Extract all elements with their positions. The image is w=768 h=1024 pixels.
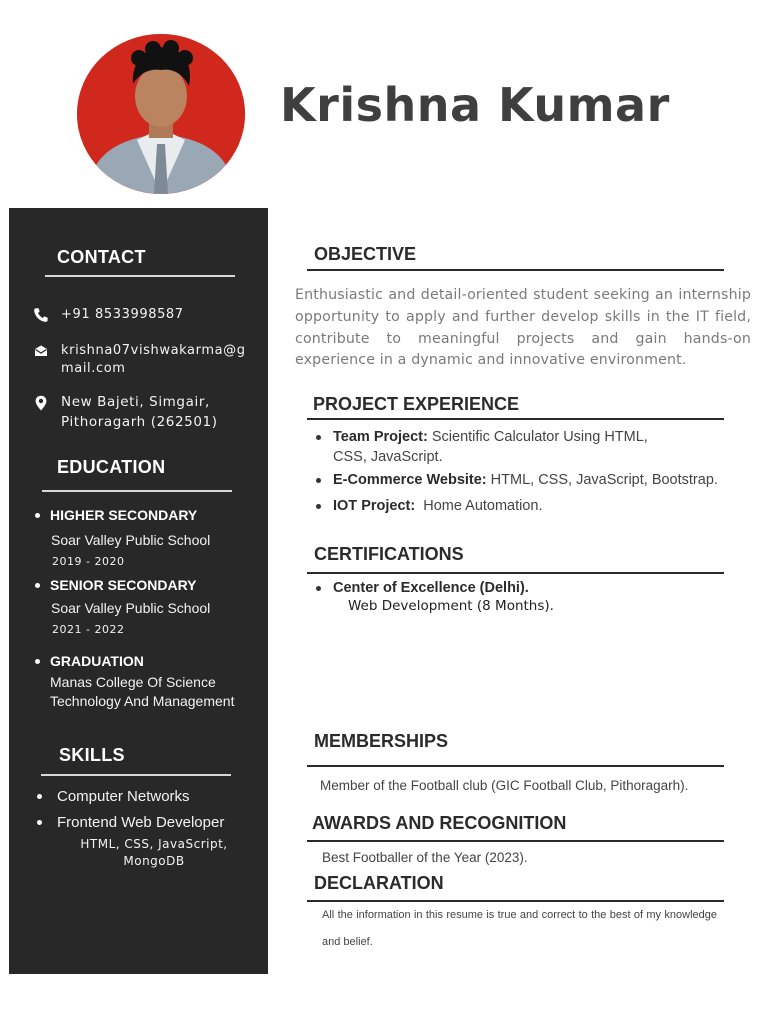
contact-phone bbox=[33, 306, 247, 324]
project-experience-heading: PROJECT EXPERIENCE bbox=[313, 394, 520, 414]
project-text: Home Automation. bbox=[415, 498, 543, 514]
skill-subdetails bbox=[29, 836, 279, 870]
education-level: SENIOR SECONDARY bbox=[50, 577, 197, 593]
project-experience-divider bbox=[307, 418, 724, 420]
certification-item bbox=[316, 579, 529, 599]
contact-address bbox=[33, 392, 247, 432]
project-label: Team Project: bbox=[333, 429, 428, 445]
education-level: HIGHER SECONDARY bbox=[50, 507, 198, 523]
project-label: E-Commerce Website: bbox=[333, 472, 487, 488]
awards-divider bbox=[307, 840, 724, 842]
education-years: 2021 - 2022 bbox=[52, 623, 125, 636]
skill-label: Frontend Web Developer bbox=[57, 814, 225, 831]
bullet-dot bbox=[316, 435, 321, 440]
project-item-iot bbox=[316, 497, 543, 517]
award-text: Best Footballer of the Year (2023). bbox=[322, 850, 528, 865]
awards-heading: AWARDS AND RECOGNITION bbox=[312, 813, 567, 833]
declaration-heading: DECLARATION bbox=[314, 873, 444, 893]
project-item-ecommerce bbox=[316, 471, 718, 491]
certification-label: Center of Excellence (Delhi). bbox=[333, 580, 529, 596]
education-institution: Soar Valley Public School bbox=[51, 600, 211, 616]
education-item-senior-secondary bbox=[35, 577, 210, 636]
certification-detail: Web Development (8 Months). bbox=[348, 598, 554, 614]
education-level: GRADUATION bbox=[50, 653, 144, 669]
certifications-divider bbox=[307, 572, 724, 574]
candidate-name: Krishna Kumar bbox=[280, 78, 670, 132]
skill-item bbox=[37, 788, 190, 805]
phone-icon bbox=[33, 307, 49, 323]
skills-divider bbox=[41, 774, 231, 776]
sidebar bbox=[9, 208, 268, 974]
skill-subdetail-line-1: HTML, CSS, JavaScript, bbox=[80, 837, 228, 851]
project-label: IOT Project: bbox=[333, 498, 416, 514]
bullet-dot bbox=[316, 504, 321, 509]
bullet-dot bbox=[35, 583, 40, 588]
address-line-2: Pithoragarh (262501) bbox=[61, 414, 218, 430]
project-text-line-1: Scientific Calculator Using HTML, bbox=[427, 429, 648, 445]
objective-text: Enthusiastic and detail-oriented student seeking an internship opportunity to apply and further develop skills in the IT field, contribute to meaningful projects and gain hands-on experience in a dynamic and innovative environment. bbox=[295, 287, 751, 369]
education-institution: Soar Valley Public School bbox=[51, 532, 211, 548]
contact-heading: CONTACT bbox=[57, 247, 146, 267]
bullet-dot bbox=[316, 478, 321, 483]
education-item-higher-secondary bbox=[35, 507, 210, 568]
bullet-dot bbox=[35, 513, 40, 518]
bullet-dot bbox=[316, 586, 321, 591]
objective-heading: OBJECTIVE bbox=[314, 244, 417, 264]
institution-line-2: Technology And Management bbox=[50, 693, 235, 709]
bullet-dot bbox=[35, 659, 40, 664]
objective-divider bbox=[307, 269, 724, 271]
education-years: 2019 - 2020 bbox=[52, 555, 125, 568]
project-text-line-2: CSS, JavaScript. bbox=[333, 448, 443, 465]
address-line-1: New Bajeti, Simgair, bbox=[61, 394, 210, 410]
phone-number: +91 8533998587 bbox=[61, 307, 184, 322]
institution-line-1: Manas College Of Science bbox=[50, 674, 216, 690]
email-address: krishna07vishwakarma@gmail.com bbox=[61, 343, 246, 376]
education-institution bbox=[50, 673, 234, 711]
project-item-team bbox=[316, 428, 648, 467]
certifications-heading: CERTIFICATIONS bbox=[314, 544, 464, 564]
memberships-divider bbox=[307, 765, 724, 767]
location-pin-icon bbox=[33, 395, 49, 411]
profile-photo bbox=[77, 34, 245, 194]
bullet-dot bbox=[37, 794, 42, 799]
skill-subdetail-line-2: MongoDB bbox=[123, 854, 185, 868]
skill-label: Computer Networks bbox=[57, 788, 190, 805]
contact-divider bbox=[45, 275, 235, 277]
memberships-heading: MEMBERSHIPS bbox=[314, 731, 449, 751]
education-item-graduation bbox=[35, 653, 234, 711]
address-block bbox=[61, 392, 247, 432]
membership-text: Member of the Football club (GIC Football Club, Pithoragarh). bbox=[320, 778, 689, 793]
bullet-dot bbox=[37, 820, 42, 825]
skills-heading: SKILLS bbox=[59, 745, 125, 765]
education-divider bbox=[42, 490, 232, 492]
education-heading: EDUCATION bbox=[57, 457, 166, 477]
project-text: HTML, CSS, JavaScript, Bootstrap. bbox=[486, 472, 718, 488]
contact-email bbox=[33, 342, 247, 378]
envelope-icon bbox=[33, 343, 49, 359]
skill-item bbox=[37, 814, 224, 831]
person-portrait-icon bbox=[77, 34, 245, 194]
declaration-text: All the information in this resume is true and correct to the best of my knowledge and belief. bbox=[322, 909, 717, 948]
